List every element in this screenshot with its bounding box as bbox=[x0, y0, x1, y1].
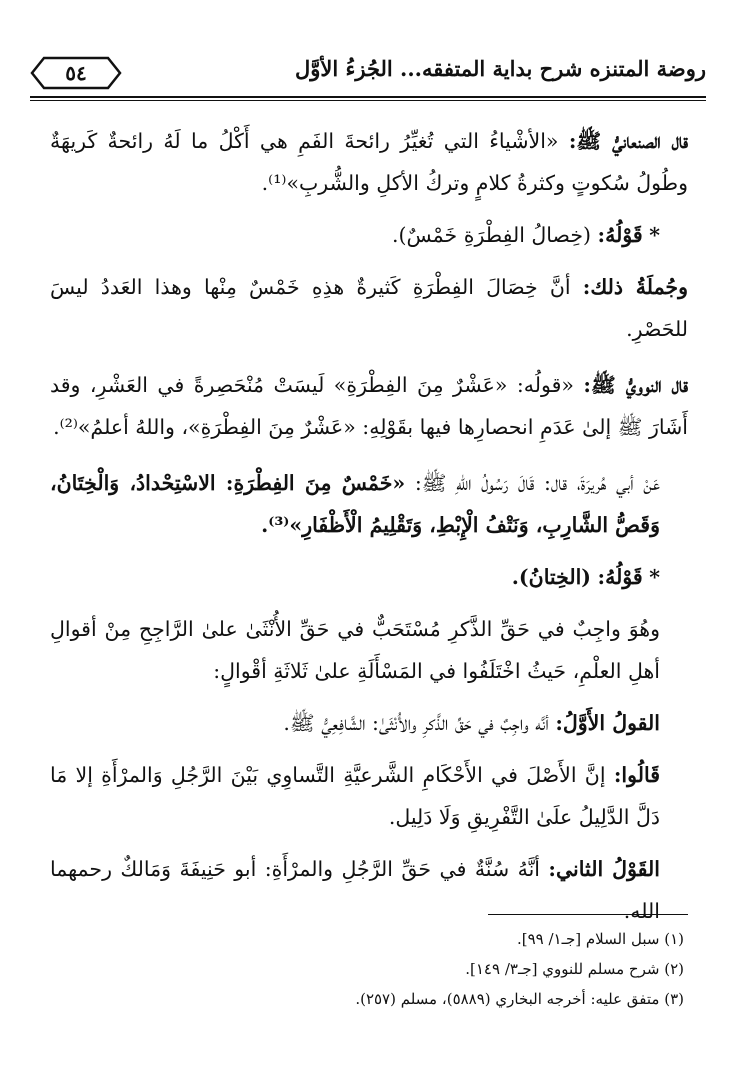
header-rule bbox=[30, 96, 706, 98]
paragraph bbox=[50, 848, 688, 932]
section-text: (الخِتانُ). bbox=[511, 565, 591, 589]
footnote: (٢) شرح مسلم للنووي [جـ٣/ ١٤٩]. bbox=[465, 960, 684, 978]
paragraph bbox=[50, 120, 688, 204]
section-label: القَوْلُ الثاني: bbox=[548, 857, 660, 881]
page-number-badge bbox=[30, 56, 122, 90]
asterisk-marker: * bbox=[649, 565, 660, 589]
header-rule-thin bbox=[30, 100, 706, 101]
quote-text: «الأشْياءُ التي تُغيِّرُ رائحةَ الفَمِ هي أَكْلُ ما لَهُ رائحةٌ كَريهَةٌ وطُولُ سُكوتٍ وكثرةُ كلامٍ وتركُ الأكلِ والشُّربِ»⁽¹⁾. bbox=[50, 129, 688, 195]
hadith-text: «خَمْسٌ مِنَ الفِطْرَةِ: الاسْتِحْدادُ، وَالْخِتَانُ، وَقَصُّ الشَّارِبِ، وَنَتْفُ الْإِبْطِ، وَتَقْلِيمُ الْأَظْفَارِ»⁽³⁾. bbox=[50, 471, 660, 537]
paragraph bbox=[50, 364, 688, 448]
speaker-label: قال الصنعانيُّ ﷺ: bbox=[568, 129, 688, 153]
page-body bbox=[50, 120, 688, 942]
paragraph bbox=[50, 702, 688, 744]
page-header bbox=[30, 52, 706, 96]
footnote: (١) سبل السلام [جـ١/ ٩٩]. bbox=[516, 930, 684, 948]
section-text: (خِصالُ الفِطْرَةِ خَمْسٌ). bbox=[392, 223, 591, 247]
footnote: (٣) متفق عليه: أخرجه البخاري (٥٨٨٩)، مسلم (٢٥٧). bbox=[355, 990, 684, 1008]
section-label: قَوْلُهُ: bbox=[597, 565, 643, 589]
paragraph bbox=[50, 266, 688, 350]
section-label: القولُ الأَوَّلُ: bbox=[555, 711, 660, 735]
paragraph bbox=[50, 608, 688, 692]
paragraph-text: وهُوَ واجِبٌ في حَقِّ الذَّكرِ مُسْتَحَبٌّ في حَقِّ الأُنْثَىٰ علىٰ الرَّاجِحِ مِنْ أقوالِ أهلِ العلْمِ، حَيثُ اخْتَلَفُوا في المَسْأَلَةِ علىٰ ثَلاثَةِ أقْوالٍ: bbox=[50, 617, 660, 683]
paragraph-text: أنَّه واجِبٌ في حَقِّ الذَّكرِ والأُنْثَىٰ: الشَّافِعِيُّ ﷺ. bbox=[283, 711, 549, 735]
paragraph-text: إنَّ الأَصْلَ في الأَحْكَامِ الشَّرعيَّةِ التَّساوِي بَيْنَ الرَّجُلِ وَالمرْأَةِ إلا مَا دَلَّ الدَّلِيلُ علَىٰ التَّفْرِيقِ وَلَا دَلِيل. bbox=[50, 763, 660, 829]
paragraph-text: أنَّهُ سُنَّةٌ في حَقِّ الرَّجُلِ والمرْأَةِ: أبو حَنِيفَةَ وَمَالكٌ رحمهما الله. bbox=[50, 857, 660, 923]
paragraph bbox=[50, 754, 688, 838]
section-label: وجُملَةُ ذلك: bbox=[582, 275, 688, 299]
paragraph bbox=[50, 462, 688, 546]
asterisk-marker: * bbox=[649, 223, 660, 247]
quote-text: «قولُه: «عَشْرٌ مِنَ الفِطْرَةِ» لَيسَتْ مُنْحَصِرةً في العَشْرِ، وقد أَشَارَ ﷺ إلىٰ عَدَمِ انحصارِها فيها بقَوْلِهِ: «عَشْرٌ مِنَ الفِطْرَةِ»، واللهُ أعلمُ»⁽²⁾. bbox=[50, 373, 688, 439]
running-title: روضة المتنزه شرح بداية المتفقه... الجُزءُ الأوَّل bbox=[294, 56, 706, 81]
hadith-intro: عَنْ أبي هُريرَةَ، قال: قَالَ رَسُولُ اللهِ ﷺ: bbox=[414, 471, 660, 495]
paragraph bbox=[50, 214, 688, 256]
speaker-label: قال النوويُّ ﷺ: bbox=[583, 373, 688, 397]
paragraph-text: أنَّ خِصَالَ الفِطْرَةِ كَثيرةٌ هذِهِ خَمْسٌ مِنْها وهذا العَددُ ليسَ للحَصْرِ. bbox=[50, 275, 688, 341]
section-label: قَوْلُهُ: bbox=[597, 223, 643, 247]
section-label: قَالُوا: bbox=[613, 763, 660, 787]
page-number: ٥٤ bbox=[65, 61, 87, 85]
footnote-rule bbox=[488, 914, 688, 915]
paragraph bbox=[50, 556, 688, 598]
footnotes bbox=[50, 924, 684, 1014]
